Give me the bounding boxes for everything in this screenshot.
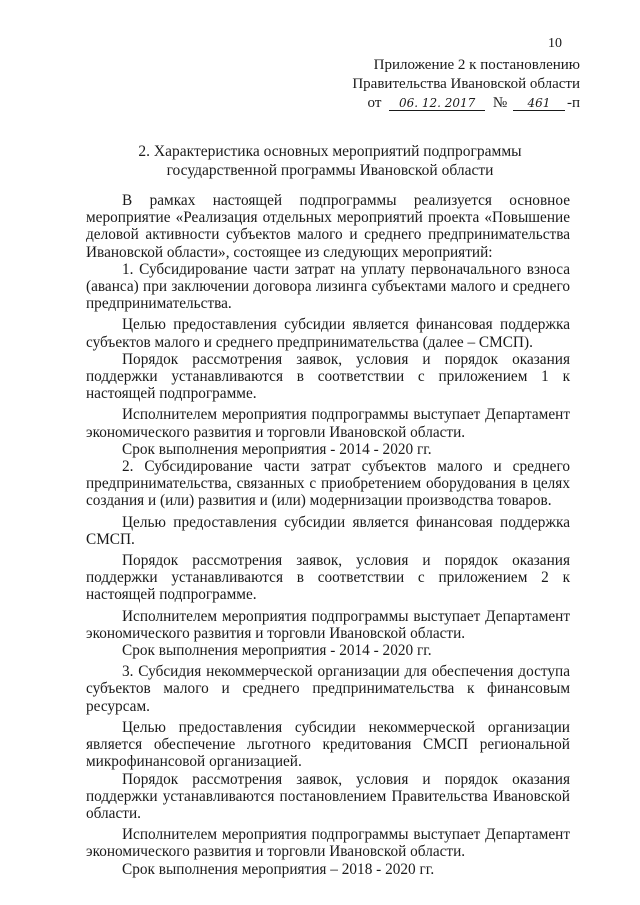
section-title-line-1: 2. Характеристика основных мероприятий подпрограммы <box>138 143 522 160</box>
number-prefix: № <box>492 95 508 111</box>
appendix-line-1: Приложение 2 к постановлению <box>373 57 580 73</box>
page-number: 10 <box>548 36 562 51</box>
paragraph-goal-3: Целью предоставления субсидии некоммерческой организации является обеспечение льготного кредитования СМСП региональной микрофинансовой организацией. <box>86 718 570 771</box>
handwritten-number: 461 <box>513 96 565 111</box>
paragraph-measure-2: 2. Субсидирование части затрат субъектов малого и среднего предпринимательства, связанных с приобретением оборудования в целях создания и (или) развития и (или) модернизации производства товаров. <box>86 458 570 510</box>
paragraph-procedure-1: Порядок рассмотрения заявок, условия и порядок оказания поддержки устанавливаются в соответствии с приложением 1 к настоящей подпрограмме. <box>86 350 570 403</box>
appendix-header <box>318 56 580 113</box>
paragraph-executor-1: Исполнителем мероприятия подпрограммы выступает Департамент экономического развития и торговли Ивановской области. <box>86 406 570 441</box>
section-title <box>70 142 590 180</box>
decree-date-number-line <box>318 94 580 113</box>
section-title-line-2: государственной программы Ивановской области <box>166 162 494 179</box>
paragraph-goal-1: Целью предоставления субсидии является финансовая поддержка субъектов малого и среднего предпринимательства (далее – СМСП). <box>86 316 570 351</box>
paragraph-executor-2: Исполнителем мероприятия подпрограммы выступает Департамент экономического развития и торговли Ивановской области. <box>86 607 570 642</box>
handwritten-date: 06. 12. 2017 <box>389 96 485 111</box>
date-prefix: от <box>367 95 382 111</box>
paragraph-executor-3: Исполнителем мероприятия подпрограммы выступает Департамент экономического развития и торговли Ивановской области. <box>86 826 570 861</box>
paragraph-measure-1: 1. Субсидирование части затрат на уплату первоначального взноса (аванса) при заключении договора лизинга субъектами малого и среднего предпринимательства. <box>86 260 570 313</box>
paragraph-measure-3: 3. Субсидия некоммерческой организации для обеспечения доступа субъектов малого и среднего предпринимательства к финансовым ресурсам. <box>86 663 570 715</box>
appendix-line-2: Правительства Ивановской области <box>352 76 580 92</box>
paragraph-procedure-3: Порядок рассмотрения заявок, условия и порядок оказания поддержки устанавливаются постановлением Правительства Ивановской области. <box>86 770 570 822</box>
paragraph-term-2: Срок выполнения мероприятия - 2014 - 2020 гг. <box>122 642 432 660</box>
paragraph-term-3: Срок выполнения мероприятия – 2018 - 2020 гг. <box>122 860 435 878</box>
paragraph-intro: В рамках настоящей подпрограммы реализуется основное мероприятие «Реализация отдельных мероприятий проекта «Повышение деловой активности субъектов малого и среднего предпринимательства Ивановской области», состоящее из следующих мероприятий: <box>86 192 570 261</box>
paragraph-goal-2: Целью предоставления субсидии является финансовая поддержка СМСП. <box>86 513 570 548</box>
paragraph-term-1: Срок выполнения мероприятия - 2014 - 2020 гг. <box>122 440 432 458</box>
number-suffix: -п <box>566 95 580 111</box>
paragraph-procedure-2: Порядок рассмотрения заявок, условия и порядок оказания поддержки устанавливаются в соответствии с приложением 2 к настоящей подпрограмме. <box>86 552 570 604</box>
body-text <box>86 192 570 878</box>
